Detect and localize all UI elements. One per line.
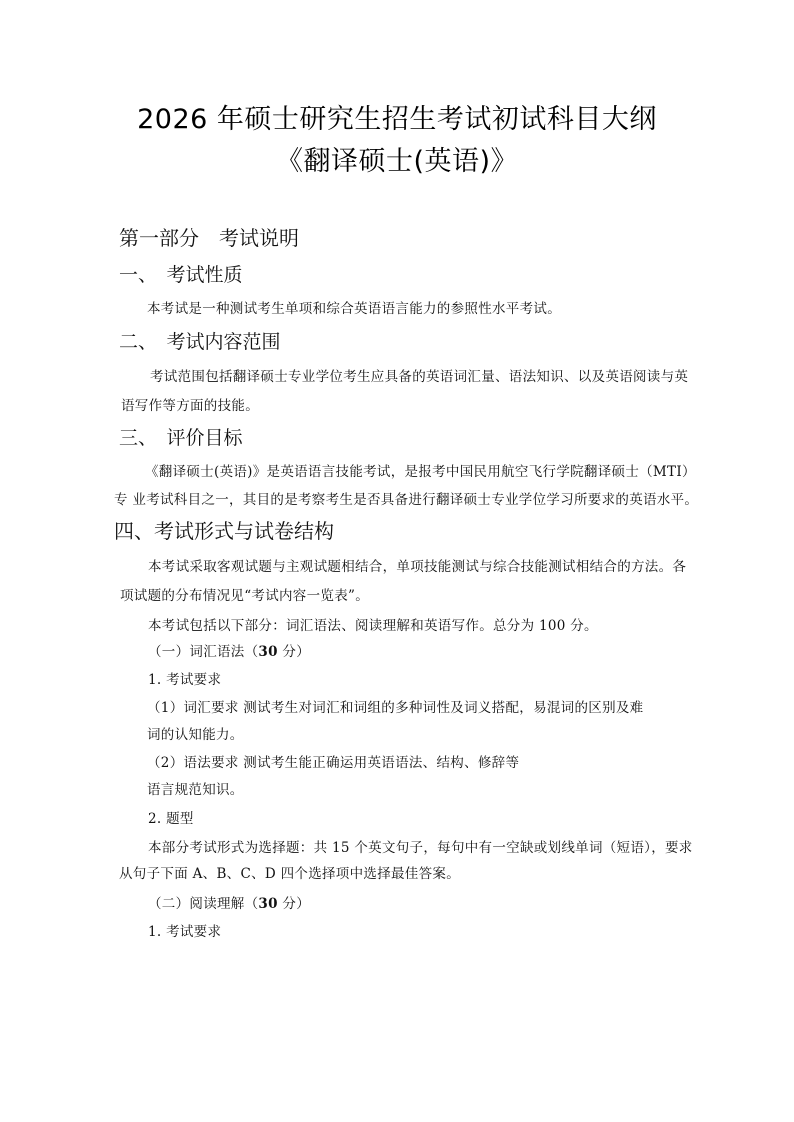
subsection-score: 30 [258, 896, 278, 912]
document-title-line2: 《翻译硕士(英语)》 [275, 146, 519, 177]
grammar-requirement-line2: 语言规范知识。 [147, 782, 244, 798]
section-4-paragraph-2: 本考试包括以下部分：词汇语法、阅读理解和英语写作。总分为 100 分。 [148, 618, 598, 634]
section-3-paragraph-line2: 专 业考试科目之一，其目的是考察考生是否具备进行翻译硕士专业学位学习所要求的英语水平。 [114, 492, 699, 508]
section-heading-4: 四、考试形式与试卷结构 [114, 519, 334, 543]
vocab-requirement-line2: 词的认知能力。 [147, 727, 244, 743]
subsection-suffix: 分） [277, 644, 310, 660]
section-2-paragraph-line2: 语写作等方面的技能。 [121, 398, 259, 414]
subsection-score: 30 [258, 644, 278, 660]
section-2-paragraph-line1: 考试范围包括翻译硕士专业学位考生应具备的英语词汇量、语法知识、以及英语阅读与英 [150, 369, 689, 385]
subsection-prefix: （二）阅读理解（ [148, 896, 259, 912]
vocab-requirement-line1: （1）词汇要求 测试考生对词汇和词组的多种词性及词义搭配，易混词的区别及难 [147, 700, 644, 716]
question-type-line1: 本部分考试形式为选择题：共 15 个英文句子，每句中有一空缺或划线单词（短语），要求 [148, 840, 693, 856]
vocab-requirements-title: 1. 考试要求 [148, 672, 222, 688]
document-title-line1: 2026 年硕士研究生招生考试初试科目大纲 [137, 104, 657, 135]
section-heading-2: 二、 考试内容范围 [119, 331, 281, 353]
section-heading-3: 三、 评价目标 [119, 427, 243, 449]
subsection-vocab-grammar-heading [148, 640, 310, 660]
section-3-paragraph-line1: 《翻译硕士(英语)》是英语语言技能考试，是报考中国民用航空飞行学院翻译硕士（MTI） [145, 464, 696, 480]
reading-requirements-title: 1. 考试要求 [148, 924, 222, 940]
section-4-paragraph-line1: 本考试采取客观试题与主观试题相结合，单项技能测试与综合技能测试相结合的方法。各 [148, 559, 687, 575]
subsection-prefix: （一）词汇语法（ [148, 644, 259, 660]
section-1-paragraph: 本考试是一种测试考生单项和综合英语语言能力的参照性水平考试。 [147, 301, 561, 317]
subsection-suffix: 分） [277, 896, 310, 912]
question-type-title: 2. 题型 [148, 811, 194, 827]
section-4-paragraph-line2: 项试题的分布情况见“考试内容一览表”。 [120, 588, 370, 604]
part-heading: 第一部分 考试说明 [119, 226, 299, 250]
question-type-line2: 从句子下面 A、B、C、D 四个选择项中选择最佳答案。 [119, 866, 461, 882]
subsection-reading-heading [148, 892, 310, 912]
section-heading-1: 一、 考试性质 [119, 264, 243, 286]
grammar-requirement-line1: （2）语法要求 测试考生能正确运用英语语法、结构、修辞等 [147, 755, 520, 771]
